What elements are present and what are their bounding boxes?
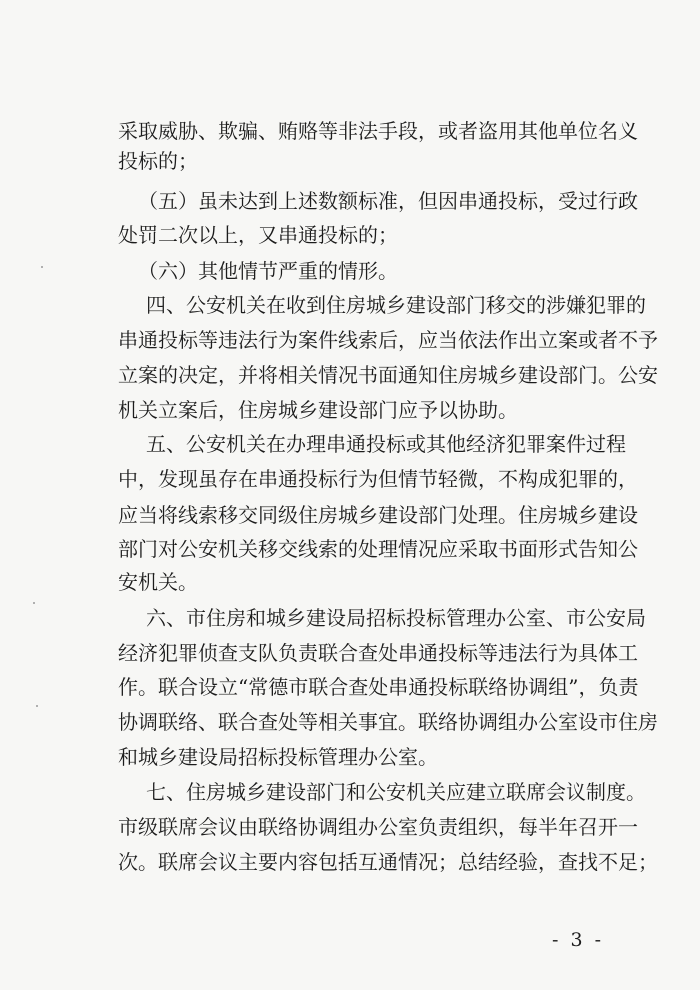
text-line: （五）虽未达到上述数额标准，但因串通投标，受过行政 [138,189,638,213]
scan-speck [36,705,38,707]
text-line: 采取威胁、欺骗、贿赂等非法手段，或者盗用其他单位名义 [118,119,638,143]
text-line: 安机关。 [118,570,198,594]
text-line: 协调联络、联合查处等相关事宜。联络协调组办公室设市住房 [118,710,658,734]
text-line: 机关立案后，住房城乡建设部门应予以协助。 [118,398,518,422]
text-line: （六）其他情节严重的情形。 [138,259,398,283]
text-line: 部门对公安机关移交线索的处理情况应采取书面形式告知公 [118,537,638,561]
text-line: 市级联席会议由联络协调组办公室负责组织，每半年召开一 [118,815,638,839]
text-line: 中，发现虽存在串通投标行为但情节轻微，不构成犯罪的， [118,467,638,491]
text-line: 次。联席会议主要内容包括互通情况；总结经验，查找不足； [118,850,658,874]
scan-speck [33,602,35,604]
page-number: - 3 - [552,929,605,951]
text-line: 作。联合设立“常德市联合查处串通投标联络协调组”，负责 [118,675,639,699]
text-line: 四、公安机关在收到住房城乡建设部门移交的涉嫌犯罪的 [146,293,646,317]
text-line: 立案的决定，并将相关情况书面通知住房城乡建设部门。公安 [118,363,658,387]
text-line: 六、市住房和城乡建设局招标投标管理办公室、市公安局 [146,606,646,630]
text-line: 投标的； [118,149,198,173]
text-line: 经济犯罪侦查支队负责联合查处串通投标等违法行为具体工 [118,641,638,665]
text-line: 七、住房城乡建设部门和公安机关应建立联席会议制度。 [146,780,646,804]
text-line: 和城乡建设局招标投标管理办公室。 [118,745,438,769]
text-line: 应当将线索移交同级住房城乡建设部门处理。住房城乡建设 [118,503,638,527]
text-line: 处罚二次以上，又串通投标的； [118,223,398,247]
text-line: 串通投标等违法行为案件线索后，应当依法作出立案或者不予 [118,328,658,352]
text-line: 五、公安机关在办理串通投标或其他经济犯罪案件过程 [146,432,626,456]
scan-speck [41,266,43,268]
